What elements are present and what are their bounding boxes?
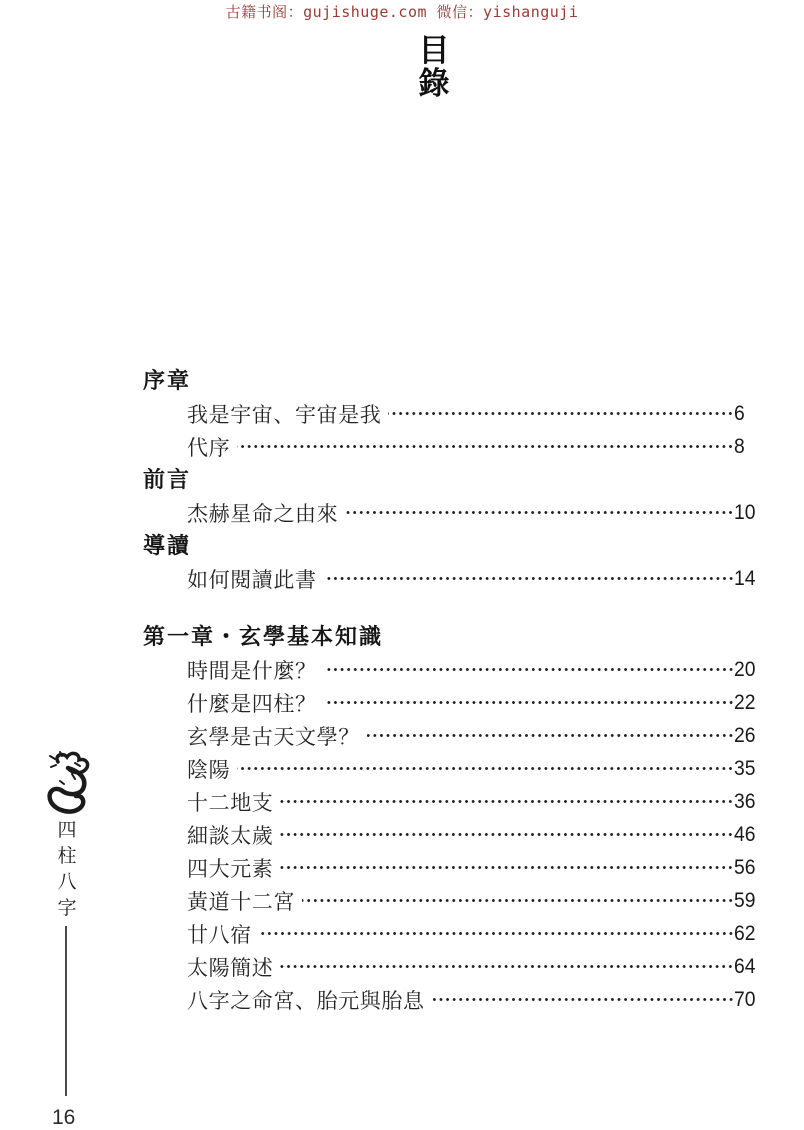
toc-entry-label: 陰陽 [187, 758, 231, 782]
toc-entry-label: 太陽簡述 [187, 956, 274, 980]
toc-entry [143, 719, 764, 752]
toc-entry-page: 36 [734, 789, 756, 813]
toc-entry-label: 黃道十二宮 [187, 890, 295, 914]
dot-leader [280, 964, 734, 969]
toc-entries [143, 562, 764, 595]
watermark: 古籍书阁：gujishuge.com 微信：yishanguji [225, 3, 579, 21]
toc-entry [143, 397, 764, 430]
toc-entry-page: 6 [734, 401, 745, 425]
page-number: 16 [52, 1106, 76, 1129]
dot-leader [324, 700, 734, 705]
toc-entry-label: 如何閱讀此書 [187, 568, 317, 592]
toc-entry-page: 59 [734, 888, 756, 912]
dot-leader [324, 576, 734, 581]
book-title-vertical: 四柱八字 [57, 820, 77, 919]
table-of-contents [143, 364, 764, 1016]
dot-leader [324, 667, 734, 672]
toc-section-heading: 序章 [143, 368, 192, 393]
toc-section-heading: 導讀 [143, 533, 192, 558]
dot-leader [280, 832, 734, 837]
toc-section-heading: 第一章・玄學基本知識 [143, 624, 384, 649]
page-title: 目錄 [418, 33, 450, 101]
dragon-icon [42, 750, 96, 818]
toc-entry-page: 10 [734, 500, 756, 524]
toc-entry-label: 細談太歲 [187, 824, 274, 848]
toc-section [143, 529, 764, 595]
dot-leader [432, 997, 734, 1002]
toc-entry-page: 62 [734, 921, 756, 945]
toc-entry-page: 14 [734, 566, 756, 590]
toc-section [143, 364, 764, 463]
toc-entry-page: 22 [734, 690, 756, 714]
toc-entry-page: 8 [734, 434, 745, 458]
toc-entry-page: 20 [734, 657, 756, 681]
toc-entry-label: 玄學是古天文學？ [187, 725, 360, 749]
toc-entry [143, 785, 764, 818]
sidebar-rule [65, 926, 67, 1096]
toc-entry [143, 950, 764, 983]
toc-entry-label: 十二地支 [187, 791, 274, 815]
toc-entry-label: 八字之命宮、胎元與胎息 [187, 989, 425, 1013]
dot-leader [388, 411, 734, 416]
toc-entry [143, 686, 764, 719]
dot-leader [237, 766, 734, 771]
toc-entry-label: 四大元素 [187, 857, 274, 881]
toc-entry-page: 70 [734, 987, 756, 1011]
toc-entry [143, 752, 764, 785]
toc-section [143, 463, 764, 529]
toc-section [143, 620, 764, 1016]
toc-entry-page: 26 [734, 723, 756, 747]
dot-leader [280, 865, 734, 870]
toc-entry-page: 56 [734, 855, 756, 879]
toc-entry [143, 562, 764, 595]
toc-entry-label: 杰赫星命之由來 [187, 502, 339, 526]
toc-entry [143, 496, 764, 529]
dot-leader [302, 898, 734, 903]
toc-entry [143, 983, 764, 1016]
dot-leader [367, 733, 734, 738]
dot-leader [259, 931, 734, 936]
toc-entries [143, 496, 764, 529]
toc-entry-label: 代序 [187, 436, 231, 460]
toc-entry [143, 917, 764, 950]
toc-entry [143, 851, 764, 884]
toc-section-heading: 前言 [143, 467, 192, 492]
toc-entries [143, 653, 764, 1016]
toc-entry-label: 我是宇宙、宇宙是我 [187, 403, 382, 427]
toc-entry [143, 818, 764, 851]
toc-entry [143, 653, 764, 686]
dot-leader [280, 799, 734, 804]
toc-entry-page: 46 [734, 822, 756, 846]
toc-entry-page: 35 [734, 756, 756, 780]
toc-entries [143, 397, 764, 463]
toc-entry-label: 時間是什麼？ [187, 659, 317, 683]
dot-leader [345, 510, 734, 515]
toc-entry-label: 廿八宿 [187, 923, 252, 947]
toc-entry-label: 什麼是四柱？ [187, 692, 317, 716]
dot-leader [237, 444, 734, 449]
toc-entry-page: 64 [734, 954, 756, 978]
toc-entry [143, 430, 764, 463]
toc-entry [143, 884, 764, 917]
